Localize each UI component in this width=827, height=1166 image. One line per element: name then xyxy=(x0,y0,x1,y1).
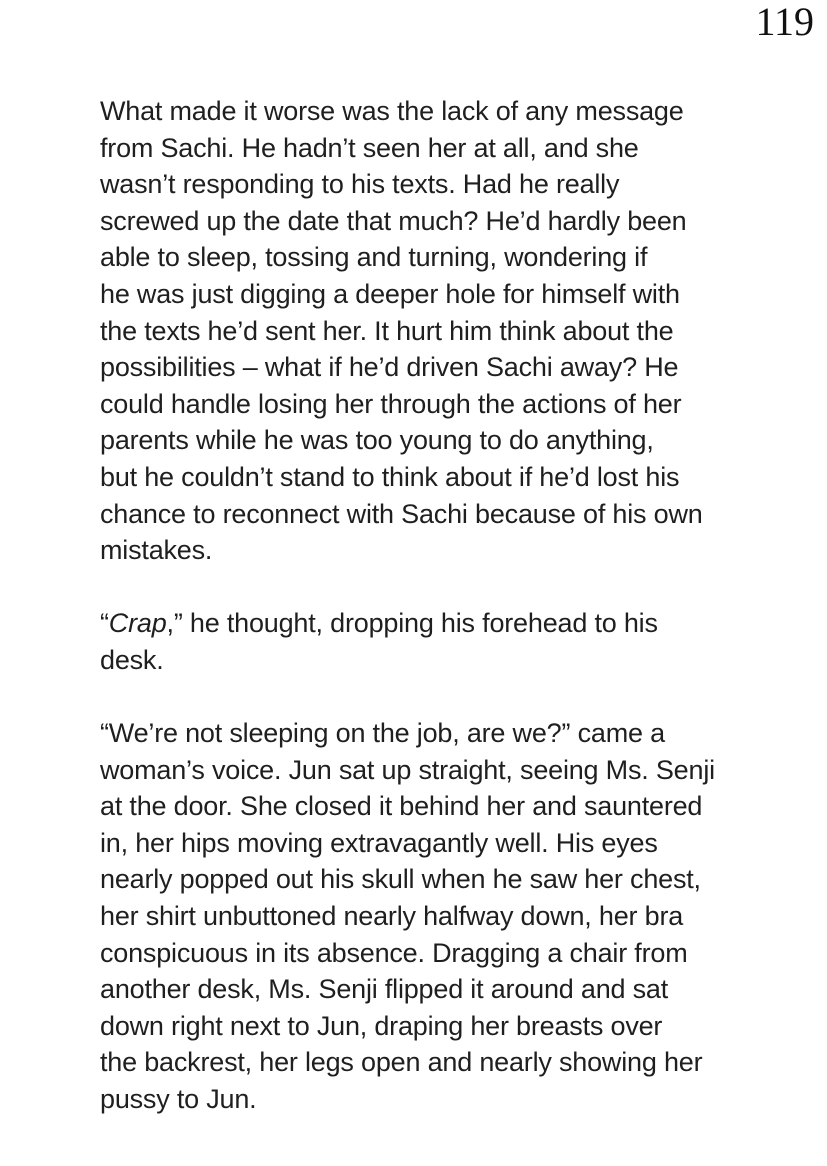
text-line xyxy=(100,971,800,1008)
text-line xyxy=(100,715,800,752)
text-line xyxy=(100,386,800,423)
text-segment: the backrest, her legs open and nearly showing her xyxy=(100,1047,703,1078)
text-line xyxy=(100,1044,800,1081)
text-segment: possibilities – what if he’d driven Sachi away? He xyxy=(100,352,679,383)
text-segment: from Sachi. He hadn’t seen her at all, and she xyxy=(100,132,639,163)
text-segment: wasn’t responding to his texts. Had he really xyxy=(100,169,620,200)
text-segment: in, her hips moving extravagantly well. His eyes xyxy=(100,827,658,858)
text-segment: down right next to Jun, draping her breasts over xyxy=(100,1010,663,1041)
text-line xyxy=(100,93,800,130)
text-line xyxy=(100,935,800,972)
text-segment: at the door. She closed it behind her and sauntered xyxy=(100,791,703,822)
page-body xyxy=(100,93,800,1118)
page-number: 119 xyxy=(755,0,814,44)
text-segment: the texts he’d sent her. It hurt him think about the xyxy=(100,315,674,346)
text-segment: he was just digging a deeper hole for himself with xyxy=(100,278,680,309)
text-line xyxy=(100,130,800,167)
text-segment: her shirt unbuttoned nearly halfway down, her bra xyxy=(100,901,684,932)
text-segment: What made it worse was the lack of any message xyxy=(100,96,684,126)
text-segment: woman’s voice. Jun sat up straight, seeing Ms. Senji xyxy=(100,754,715,785)
text-line xyxy=(100,276,800,313)
text-segment: able to sleep, tossing and turning, wondering if xyxy=(100,242,648,273)
text-segment: mistakes. xyxy=(100,535,213,566)
text-line xyxy=(100,166,800,203)
text-segment: pussy to Jun. xyxy=(100,1084,257,1115)
text-line xyxy=(100,532,800,569)
text-segment: “We’re not sleeping on the job, are we?” came a xyxy=(100,718,665,749)
text-line xyxy=(100,459,800,496)
text-segment: parents while he was too young to do anything, xyxy=(100,425,654,456)
text-segment: another desk, Ms. Senji flipped it around and sat xyxy=(100,974,669,1005)
text-segment: but he couldn’t stand to think about if he’d lost his xyxy=(100,461,680,492)
text-segment: could handle losing her through the actions of her xyxy=(100,388,682,419)
text-segment: nearly popped out his skull when he saw her chest, xyxy=(100,864,701,895)
paragraph xyxy=(100,605,800,678)
text-segment: ,” he thought, dropping his forehead to his xyxy=(166,608,658,639)
text-line xyxy=(100,825,800,862)
text-segment: screwed up the date that much? He’d hardly been xyxy=(100,205,687,236)
text-line xyxy=(100,1008,800,1045)
text-segment: desk. xyxy=(100,644,164,675)
text-line xyxy=(100,861,800,898)
text-segment: chance to reconnect with Sachi because of his own xyxy=(100,498,703,529)
text-line xyxy=(100,788,800,825)
text-line xyxy=(100,203,800,240)
text-line xyxy=(100,752,800,789)
italic-text-segment: Crap xyxy=(108,608,167,639)
text-segment: conspicuous in its absence. Dragging a chair from xyxy=(100,937,688,968)
text-line xyxy=(100,422,800,459)
text-line xyxy=(100,1081,800,1118)
text-line xyxy=(100,239,800,276)
text-line xyxy=(100,898,800,935)
text-line xyxy=(100,605,800,642)
text-line xyxy=(100,313,800,350)
paragraph xyxy=(100,715,800,1118)
text-line xyxy=(100,496,800,533)
text-line xyxy=(100,642,800,679)
text-line xyxy=(100,349,800,386)
paragraph xyxy=(100,93,800,569)
text-segment: “ xyxy=(100,608,109,639)
